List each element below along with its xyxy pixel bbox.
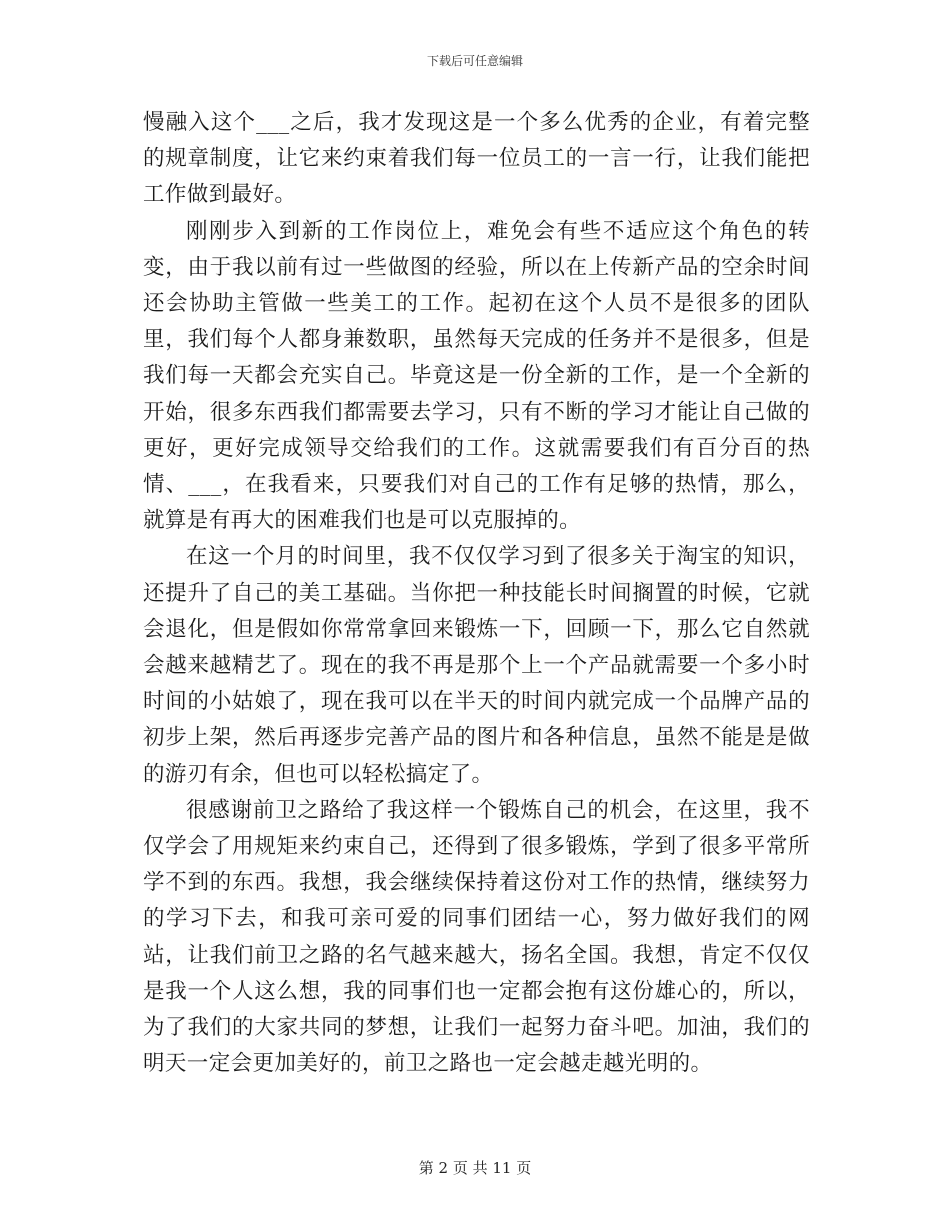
paragraph-3: 在这一个月的时间里，我不仅仅学习到了很多关于淘宝的知识，还提升了自己的美工基础。当你把一种技能长时间搁置的时候，它就会退化，但是假如你常常拿回来锻炼一下，回顾一下，那么它自然就会越来越精艺了。现在的我不再是那个上一个产品就需要一个多小时时间的小姑娘了，现在我可以在半天的时间内就完成一个品牌产品的初步上架，然后再逐步完善产品的图片和各种信息，虽然不能是是做的游刃有余，但也可以轻松搞定了。 bbox=[143, 544, 810, 787]
paragraph-4: 很感谢前卫之路给了我这样一个锻炼自己的机会，在这里，我不仅学会了用规矩来约束自己，还得到了很多锻炼，学到了很多平常所学不到的东西。我想，我会继续保持着这份对工作的热情，继续努力的学习下去，和我可亲可爱的同事们团结一心，努力做好我们的网站，让我们前卫之路的名气越来越大，扬名全国。我想，肯定不仅仅是我一个人这么想，我的同事们也一定都会抱有这份雄心的，所以，为了我们的大家共同的梦想，让我们一起努力奋斗吧。加油，我们的明天一定会更加美好的，前卫之路也一定会越走越光明的。 bbox=[143, 797, 810, 1077]
document-body bbox=[143, 105, 810, 1082]
paragraph-2: 刚刚步入到新的工作岗位上，难免会有些不适应这个角色的转变，由于我以前有过一些做图的经验，所以在上传新产品的空余时间还会协助主管做一些美工的工作。起初在这个人员不是很多的团队里，我们每个人都身兼数职，虽然每天完成的任务并不是很多，但是我们每一天都会充实自己。毕竟这是一份全新的工作，是一个全新的开始，很多东西我们都需要去学习，只有不断的学习才能让自己做的更好，更好完成领导交给我们的工作。这就需要我们有百分百的热情、___，在我看来，只要我们对自己的工作有足够的热情，那么，就算是有再大的困难我们也是可以克服掉的。 bbox=[143, 218, 810, 534]
paragraph-1: 慢融入这个___之后，我才发现这是一个多么优秀的企业，有着完整的规章制度，让它来约束着我们每一位员工的一言一行，让我们能把工作做到最好。 bbox=[143, 110, 810, 208]
page-footer: 第 2 页 共 11 页 bbox=[418, 1159, 532, 1177]
page-header: 下载后可任意编辑 bbox=[426, 54, 523, 68]
